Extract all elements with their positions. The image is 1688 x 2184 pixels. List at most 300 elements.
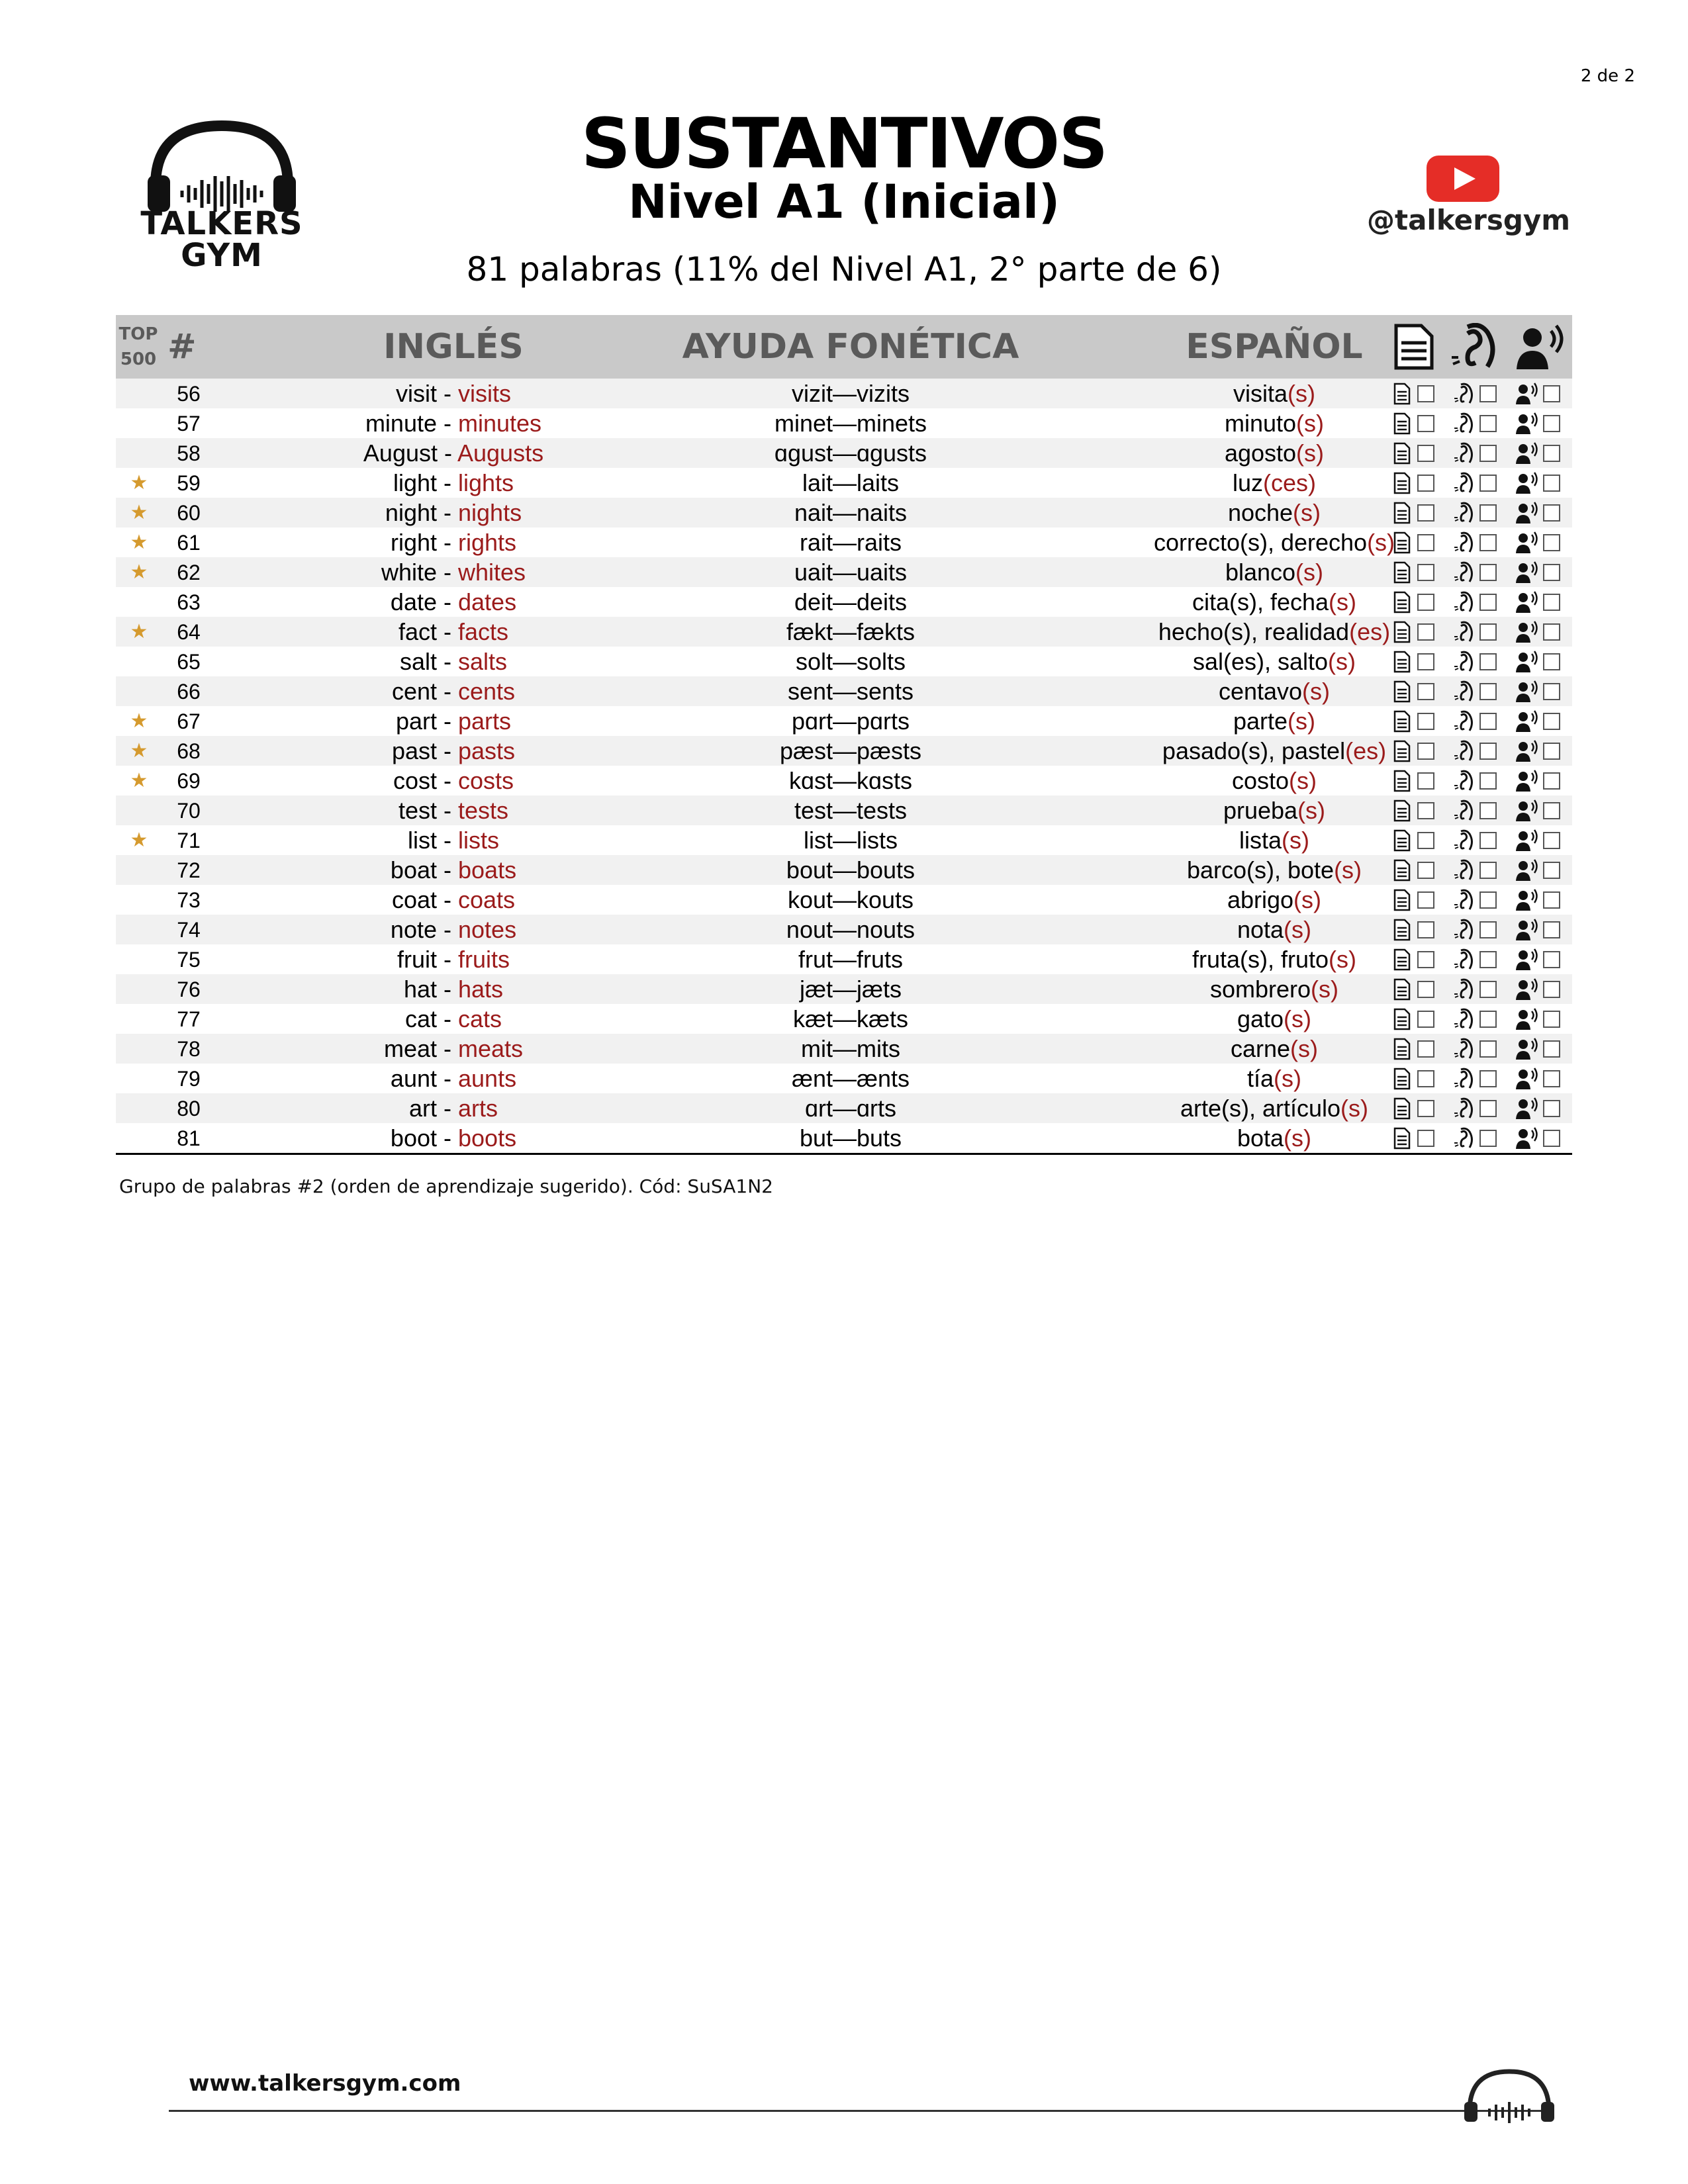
speaking-person-icon (1514, 591, 1539, 614)
listen-checkbox[interactable] (1479, 981, 1497, 998)
vocabulary-table (116, 315, 1572, 1155)
document-icon (1393, 1038, 1411, 1060)
spanish-plural-suffix: (s) (1288, 707, 1316, 735)
document-icon (1393, 442, 1411, 465)
english-singular: fruit (397, 946, 437, 973)
english-word: right - rights (390, 529, 517, 556)
speaking-person-icon (1510, 323, 1568, 371)
document-icon (1393, 1068, 1411, 1090)
english-singular: date (390, 588, 437, 615)
youtube-icon[interactable] (1427, 156, 1499, 202)
spanish-base: carne (1230, 1035, 1291, 1062)
listening-ear-icon (1453, 1038, 1476, 1060)
speaking-person-icon (1514, 740, 1539, 762)
read-checkbox[interactable] (1417, 1040, 1434, 1058)
practice-icons (1393, 1126, 1566, 1151)
row-number: 58 (177, 441, 201, 465)
english-plural: parts (458, 707, 512, 735)
phonetic-help: lait—laits (802, 469, 900, 496)
document-icon (1393, 680, 1411, 703)
english-word: list - lists (408, 827, 499, 854)
read-checkbox[interactable] (1417, 475, 1434, 492)
speak-checkbox[interactable] (1543, 802, 1560, 819)
speaking-person-icon (1514, 1097, 1539, 1120)
practice-icons (1393, 709, 1566, 734)
phonetic-help: ænt—ænts (791, 1065, 910, 1092)
phonetic-help: vizit—vizits (792, 380, 910, 407)
table-row (116, 617, 1572, 647)
spanish-plural-suffix: (es) (1345, 737, 1387, 764)
document-icon (1393, 799, 1411, 822)
listen-checkbox[interactable] (1479, 594, 1497, 611)
read-checkbox[interactable] (1417, 504, 1434, 522)
speak-checkbox[interactable] (1543, 1011, 1560, 1028)
listening-ear-icon (1453, 740, 1476, 762)
spanish-base: blanco (1225, 559, 1296, 586)
english-singular: boat (390, 856, 437, 884)
listening-ear-icon (1453, 1068, 1476, 1090)
table-row (116, 1123, 1572, 1153)
row-number: 76 (177, 978, 201, 1001)
speak-checkbox[interactable] (1543, 594, 1560, 611)
table-row (116, 1093, 1572, 1123)
practice-icons (1393, 441, 1566, 466)
header-top500: TOP 500 (118, 324, 158, 369)
table-body (116, 379, 1572, 1155)
table-row (116, 676, 1572, 706)
table-row (116, 736, 1572, 766)
spanish-plural-suffix: (s) (1274, 1065, 1301, 1092)
listen-checkbox[interactable] (1479, 951, 1497, 968)
document-icon (1393, 1097, 1411, 1120)
phonetic-help: pɑrt—pɑrts (791, 707, 910, 735)
speak-checkbox[interactable] (1543, 743, 1560, 760)
table-row (116, 1064, 1572, 1093)
document-icon (1393, 978, 1411, 1001)
spanish-base: costo (1231, 767, 1289, 794)
practice-icons (1393, 977, 1566, 1002)
english-word: minute - minutes (365, 410, 542, 437)
speaking-person-icon (1514, 948, 1539, 971)
practice-icons (1393, 828, 1566, 853)
english-singular: cent (391, 678, 437, 705)
spanish-plural-suffix: (s) (1289, 767, 1317, 794)
word-count: 81 palabras (11% del Nivel A1, 2° parte de 6) (466, 250, 1222, 289)
table-row (116, 1034, 1572, 1064)
read-checkbox[interactable] (1417, 1011, 1434, 1028)
practice-icons (1393, 590, 1566, 615)
listening-ear-icon (1453, 621, 1476, 643)
spanish-base: sal(es), salto (1192, 648, 1329, 675)
read-checkbox[interactable] (1417, 683, 1434, 700)
speak-checkbox[interactable] (1543, 951, 1560, 968)
document-icon (1393, 770, 1411, 792)
listen-checkbox[interactable] (1479, 1130, 1497, 1147)
table-row (116, 587, 1572, 617)
listen-checkbox[interactable] (1479, 683, 1497, 700)
listen-checkbox[interactable] (1479, 743, 1497, 760)
spanish-plural-suffix: (s) (1296, 439, 1325, 467)
speaking-person-icon (1514, 412, 1539, 435)
english-singular: white (381, 559, 437, 586)
practice-icons (1393, 798, 1566, 823)
speaking-person-icon (1514, 1008, 1539, 1030)
read-checkbox[interactable] (1417, 862, 1434, 879)
listen-checkbox[interactable] (1479, 921, 1497, 938)
speak-checkbox[interactable] (1543, 475, 1560, 492)
english-plural: cats (458, 1005, 502, 1032)
english-plural: cents (458, 678, 516, 705)
read-checkbox[interactable] (1417, 951, 1434, 968)
header-number: # (167, 327, 197, 367)
phonetic-help: deit—deits (794, 588, 908, 615)
top500-star-icon: ★ (130, 740, 148, 762)
read-checkbox[interactable] (1417, 981, 1434, 998)
english-singular: meat (383, 1035, 437, 1062)
spanish-plural-suffix: (s) (1296, 410, 1325, 437)
row-number: 79 (177, 1067, 201, 1091)
english-plural: visits (458, 380, 511, 407)
listen-checkbox[interactable] (1479, 1040, 1497, 1058)
practice-icons (1393, 471, 1566, 496)
listen-checkbox[interactable] (1479, 1011, 1497, 1028)
read-checkbox[interactable] (1417, 1070, 1434, 1087)
read-checkbox[interactable] (1417, 564, 1434, 581)
english-plural: whites (458, 559, 526, 586)
english-word: art - arts (408, 1095, 498, 1122)
phonetic-help: minet—minets (774, 410, 927, 437)
spanish-plural-suffix: (es) (1349, 618, 1391, 645)
listen-checkbox[interactable] (1479, 475, 1497, 492)
listening-ear-icon (1453, 978, 1476, 1001)
speak-checkbox[interactable] (1543, 1070, 1560, 1087)
page-title: SUSTANTIVOS (581, 103, 1107, 184)
top500-star-icon: ★ (130, 472, 148, 494)
practice-icons (1393, 858, 1566, 883)
table-row (116, 944, 1572, 974)
document-icon (1391, 323, 1437, 371)
listening-ear-icon (1449, 323, 1502, 371)
speak-checkbox[interactable] (1543, 415, 1560, 432)
english-singular: boot (390, 1124, 437, 1152)
speaking-person-icon (1514, 710, 1539, 733)
english-singular: aunt (390, 1065, 437, 1092)
row-number: 60 (177, 501, 201, 525)
listening-ear-icon (1453, 710, 1476, 733)
read-checkbox[interactable] (1417, 802, 1434, 819)
table-row (116, 706, 1572, 736)
listen-checkbox[interactable] (1479, 415, 1497, 432)
listening-ear-icon (1453, 770, 1476, 792)
spanish-base: correcto(s), derecho (1153, 529, 1368, 556)
listening-ear-icon (1453, 561, 1476, 584)
table-header (116, 315, 1572, 379)
english-singular: coat (391, 886, 437, 913)
listening-ear-icon (1453, 919, 1476, 941)
speak-checkbox[interactable] (1543, 832, 1560, 849)
practice-icons (1393, 560, 1566, 585)
footer-divider (169, 2110, 1552, 2112)
speaking-person-icon (1514, 799, 1539, 822)
listening-ear-icon (1453, 799, 1476, 822)
english-plural: coats (458, 886, 516, 913)
english-word: meat - meats (383, 1035, 524, 1062)
speak-checkbox[interactable] (1543, 623, 1560, 641)
phonetic-help: kout—kouts (787, 886, 914, 913)
speak-checkbox[interactable] (1543, 653, 1560, 670)
english-word: fact - facts (398, 618, 509, 645)
row-number: 56 (177, 382, 201, 406)
english-plural: lists (458, 827, 499, 854)
listen-checkbox[interactable] (1479, 891, 1497, 909)
read-checkbox[interactable] (1417, 713, 1434, 730)
listening-ear-icon (1453, 680, 1476, 703)
speak-checkbox[interactable] (1543, 981, 1560, 998)
english-singular: cat (404, 1005, 437, 1032)
document-icon (1393, 859, 1411, 882)
listening-ear-icon (1453, 889, 1476, 911)
listen-checkbox[interactable] (1479, 772, 1497, 790)
row-number: 57 (177, 412, 201, 435)
practice-icons (1393, 768, 1566, 794)
spanish-base: sombrero (1209, 976, 1311, 1003)
english-plural: nights (458, 499, 522, 526)
english-word: night - nights (385, 499, 522, 526)
speaking-person-icon (1514, 1038, 1539, 1060)
listening-ear-icon (1453, 531, 1476, 554)
top500-star-icon: ★ (130, 829, 148, 851)
spanish-base: abrigo (1227, 886, 1294, 913)
read-checkbox[interactable] (1417, 832, 1434, 849)
listening-ear-icon (1453, 1127, 1476, 1150)
speak-checkbox[interactable] (1543, 504, 1560, 522)
english-singular: fact (398, 618, 437, 645)
speaking-person-icon (1514, 1068, 1539, 1090)
logo-text-line2: GYM (181, 237, 263, 274)
practice-icons (1393, 917, 1566, 942)
speaking-person-icon (1514, 978, 1539, 1001)
spanish-base: lista (1239, 827, 1282, 854)
speaking-person-icon (1514, 472, 1539, 494)
speak-checkbox[interactable] (1543, 1130, 1560, 1147)
spanish-plural-suffix: (s) (1367, 529, 1395, 556)
speaking-person-icon (1514, 383, 1539, 405)
speak-checkbox[interactable] (1543, 385, 1560, 402)
practice-icons (1393, 649, 1566, 674)
english-plural: rights (458, 529, 517, 556)
document-icon (1393, 1008, 1411, 1030)
listen-checkbox[interactable] (1479, 653, 1497, 670)
speak-checkbox[interactable] (1543, 1100, 1560, 1117)
logo-text-line1: TALKERS (140, 205, 303, 242)
read-checkbox[interactable] (1417, 415, 1434, 432)
speak-checkbox[interactable] (1543, 921, 1560, 938)
speaking-person-icon (1514, 829, 1539, 852)
english-singular: cost (393, 767, 437, 794)
read-checkbox[interactable] (1417, 1130, 1434, 1147)
practice-icons (1393, 679, 1566, 704)
footnote: Grupo de palabras #2 (orden de aprendizaje sugerido). Cód: SuSA1N2 (119, 1175, 773, 1197)
table-row (116, 825, 1572, 855)
english-singular: salt (399, 648, 437, 675)
practice-icons (1393, 1066, 1566, 1091)
read-checkbox[interactable] (1417, 653, 1434, 670)
row-number: 75 (177, 948, 201, 972)
row-number: 81 (177, 1126, 201, 1150)
spanish-plural-suffix: (s) (1293, 499, 1321, 526)
listening-ear-icon (1453, 591, 1476, 614)
read-checkbox[interactable] (1417, 385, 1434, 402)
spanish-plural-suffix: (s) (1284, 1005, 1312, 1032)
listen-checkbox[interactable] (1479, 534, 1497, 551)
spanish-base: luz (1232, 469, 1264, 496)
english-singular: light (393, 469, 437, 496)
top500-star-icon: ★ (130, 770, 148, 792)
header-phonetic: AYUDA FONÉTICA (682, 327, 1019, 367)
phonetic-help: nait—naits (794, 499, 908, 526)
spanish-plural-suffix: (s) (1297, 797, 1326, 824)
document-icon (1393, 383, 1411, 405)
top500-star-icon: ★ (130, 502, 148, 523)
speaking-person-icon (1514, 1127, 1539, 1150)
table-row (116, 1004, 1572, 1034)
document-icon (1393, 829, 1411, 852)
speaking-person-icon (1514, 919, 1539, 941)
row-number: 59 (177, 471, 201, 495)
english-plural: lights (458, 469, 514, 496)
read-checkbox[interactable] (1417, 1100, 1434, 1117)
top500-star-icon: ★ (130, 561, 148, 583)
practice-icons (1393, 619, 1566, 645)
row-number: 80 (177, 1097, 201, 1120)
spanish-base: tía (1246, 1065, 1274, 1092)
english-plural: salts (458, 648, 508, 675)
english-word: note - notes (390, 916, 517, 943)
english-word: boat - boats (390, 856, 517, 884)
phonetic-help: frut—fruts (798, 946, 904, 973)
listen-checkbox[interactable] (1479, 445, 1497, 462)
document-icon (1393, 651, 1411, 673)
phonetic-help: solt—solts (795, 648, 906, 675)
speaking-person-icon (1514, 531, 1539, 554)
document-icon (1393, 621, 1411, 643)
speak-checkbox[interactable] (1543, 891, 1560, 909)
speak-checkbox[interactable] (1543, 713, 1560, 730)
header-icons (1391, 319, 1570, 375)
table-row (116, 974, 1572, 1004)
listen-checkbox[interactable] (1479, 802, 1497, 819)
speak-checkbox[interactable] (1543, 534, 1560, 551)
row-number: 61 (177, 531, 201, 555)
english-plural: boots (458, 1124, 517, 1152)
row-number: 63 (177, 590, 201, 614)
english-plural: arts (458, 1095, 498, 1122)
table-row (116, 527, 1572, 557)
speak-checkbox[interactable] (1543, 683, 1560, 700)
row-number: 70 (177, 799, 201, 823)
english-word: boot - boots (390, 1124, 517, 1152)
listening-ear-icon (1453, 502, 1476, 524)
speaking-person-icon (1514, 770, 1539, 792)
spanish-base: cita(s), fecha (1192, 588, 1329, 615)
listen-checkbox[interactable] (1479, 564, 1497, 581)
page-subtitle: Nivel A1 (Inicial) (628, 175, 1060, 229)
document-icon (1393, 502, 1411, 524)
listen-checkbox[interactable] (1479, 832, 1497, 849)
spanish-base: parte (1233, 707, 1288, 735)
spanish-base: agosto (1224, 439, 1297, 467)
table-row (116, 557, 1572, 587)
listen-checkbox[interactable] (1479, 1100, 1497, 1117)
speak-checkbox[interactable] (1543, 862, 1560, 879)
read-checkbox[interactable] (1417, 594, 1434, 611)
document-icon (1393, 948, 1411, 971)
speak-checkbox[interactable] (1543, 564, 1560, 581)
spanish-plural-suffix: (s) (1328, 648, 1356, 675)
page-number: 2 de 2 (1580, 66, 1635, 86)
speaking-person-icon (1514, 621, 1539, 643)
spanish-base: noche (1227, 499, 1293, 526)
spanish-plural-suffix: (s) (1334, 856, 1362, 884)
top500-star-icon: ★ (130, 621, 148, 643)
listen-checkbox[interactable] (1479, 385, 1497, 402)
spanish-base: minuto (1224, 410, 1297, 437)
listen-checkbox[interactable] (1479, 1070, 1497, 1087)
practice-icons (1393, 381, 1566, 406)
phonetic-help: kɑst—kɑsts (788, 767, 913, 794)
table-row (116, 498, 1572, 527)
listening-ear-icon (1453, 1097, 1476, 1120)
read-checkbox[interactable] (1417, 772, 1434, 790)
practice-icons (1393, 947, 1566, 972)
table-row (116, 855, 1572, 885)
read-checkbox[interactable] (1417, 445, 1434, 462)
listen-checkbox[interactable] (1479, 713, 1497, 730)
english-singular: August (363, 439, 438, 467)
english-word: fruit - fruits (397, 946, 510, 973)
english-plural: notes (458, 916, 517, 943)
social-handle[interactable]: @talkersgym (1367, 204, 1571, 236)
table-row (116, 438, 1572, 468)
document-icon (1393, 412, 1411, 435)
read-checkbox[interactable] (1417, 534, 1434, 551)
speak-checkbox[interactable] (1543, 445, 1560, 462)
listening-ear-icon (1453, 472, 1476, 494)
english-word: white - whites (381, 559, 526, 586)
read-checkbox[interactable] (1417, 921, 1434, 938)
table-row (116, 647, 1572, 676)
listen-checkbox[interactable] (1479, 862, 1497, 879)
spanish-plural-suffix: (s) (1284, 916, 1312, 943)
spanish-base: gato (1237, 1005, 1284, 1032)
speak-checkbox[interactable] (1543, 1040, 1560, 1058)
listening-ear-icon (1453, 948, 1476, 971)
listen-checkbox[interactable] (1479, 504, 1497, 522)
english-plural: meats (458, 1035, 524, 1062)
footer-url[interactable]: www.talkersgym.com (189, 2070, 461, 2097)
practice-icons (1393, 887, 1566, 913)
read-checkbox[interactable] (1417, 623, 1434, 641)
phonetic-help: rait—raits (799, 529, 902, 556)
read-checkbox[interactable] (1417, 743, 1434, 760)
english-plural: pasts (458, 737, 516, 764)
speak-checkbox[interactable] (1543, 772, 1560, 790)
spanish-plural-suffix: (s) (1329, 946, 1357, 973)
read-checkbox[interactable] (1417, 891, 1434, 909)
phonetic-help: fækt—fækts (786, 618, 915, 645)
listen-checkbox[interactable] (1479, 623, 1497, 641)
spanish-base: bota (1237, 1124, 1284, 1152)
